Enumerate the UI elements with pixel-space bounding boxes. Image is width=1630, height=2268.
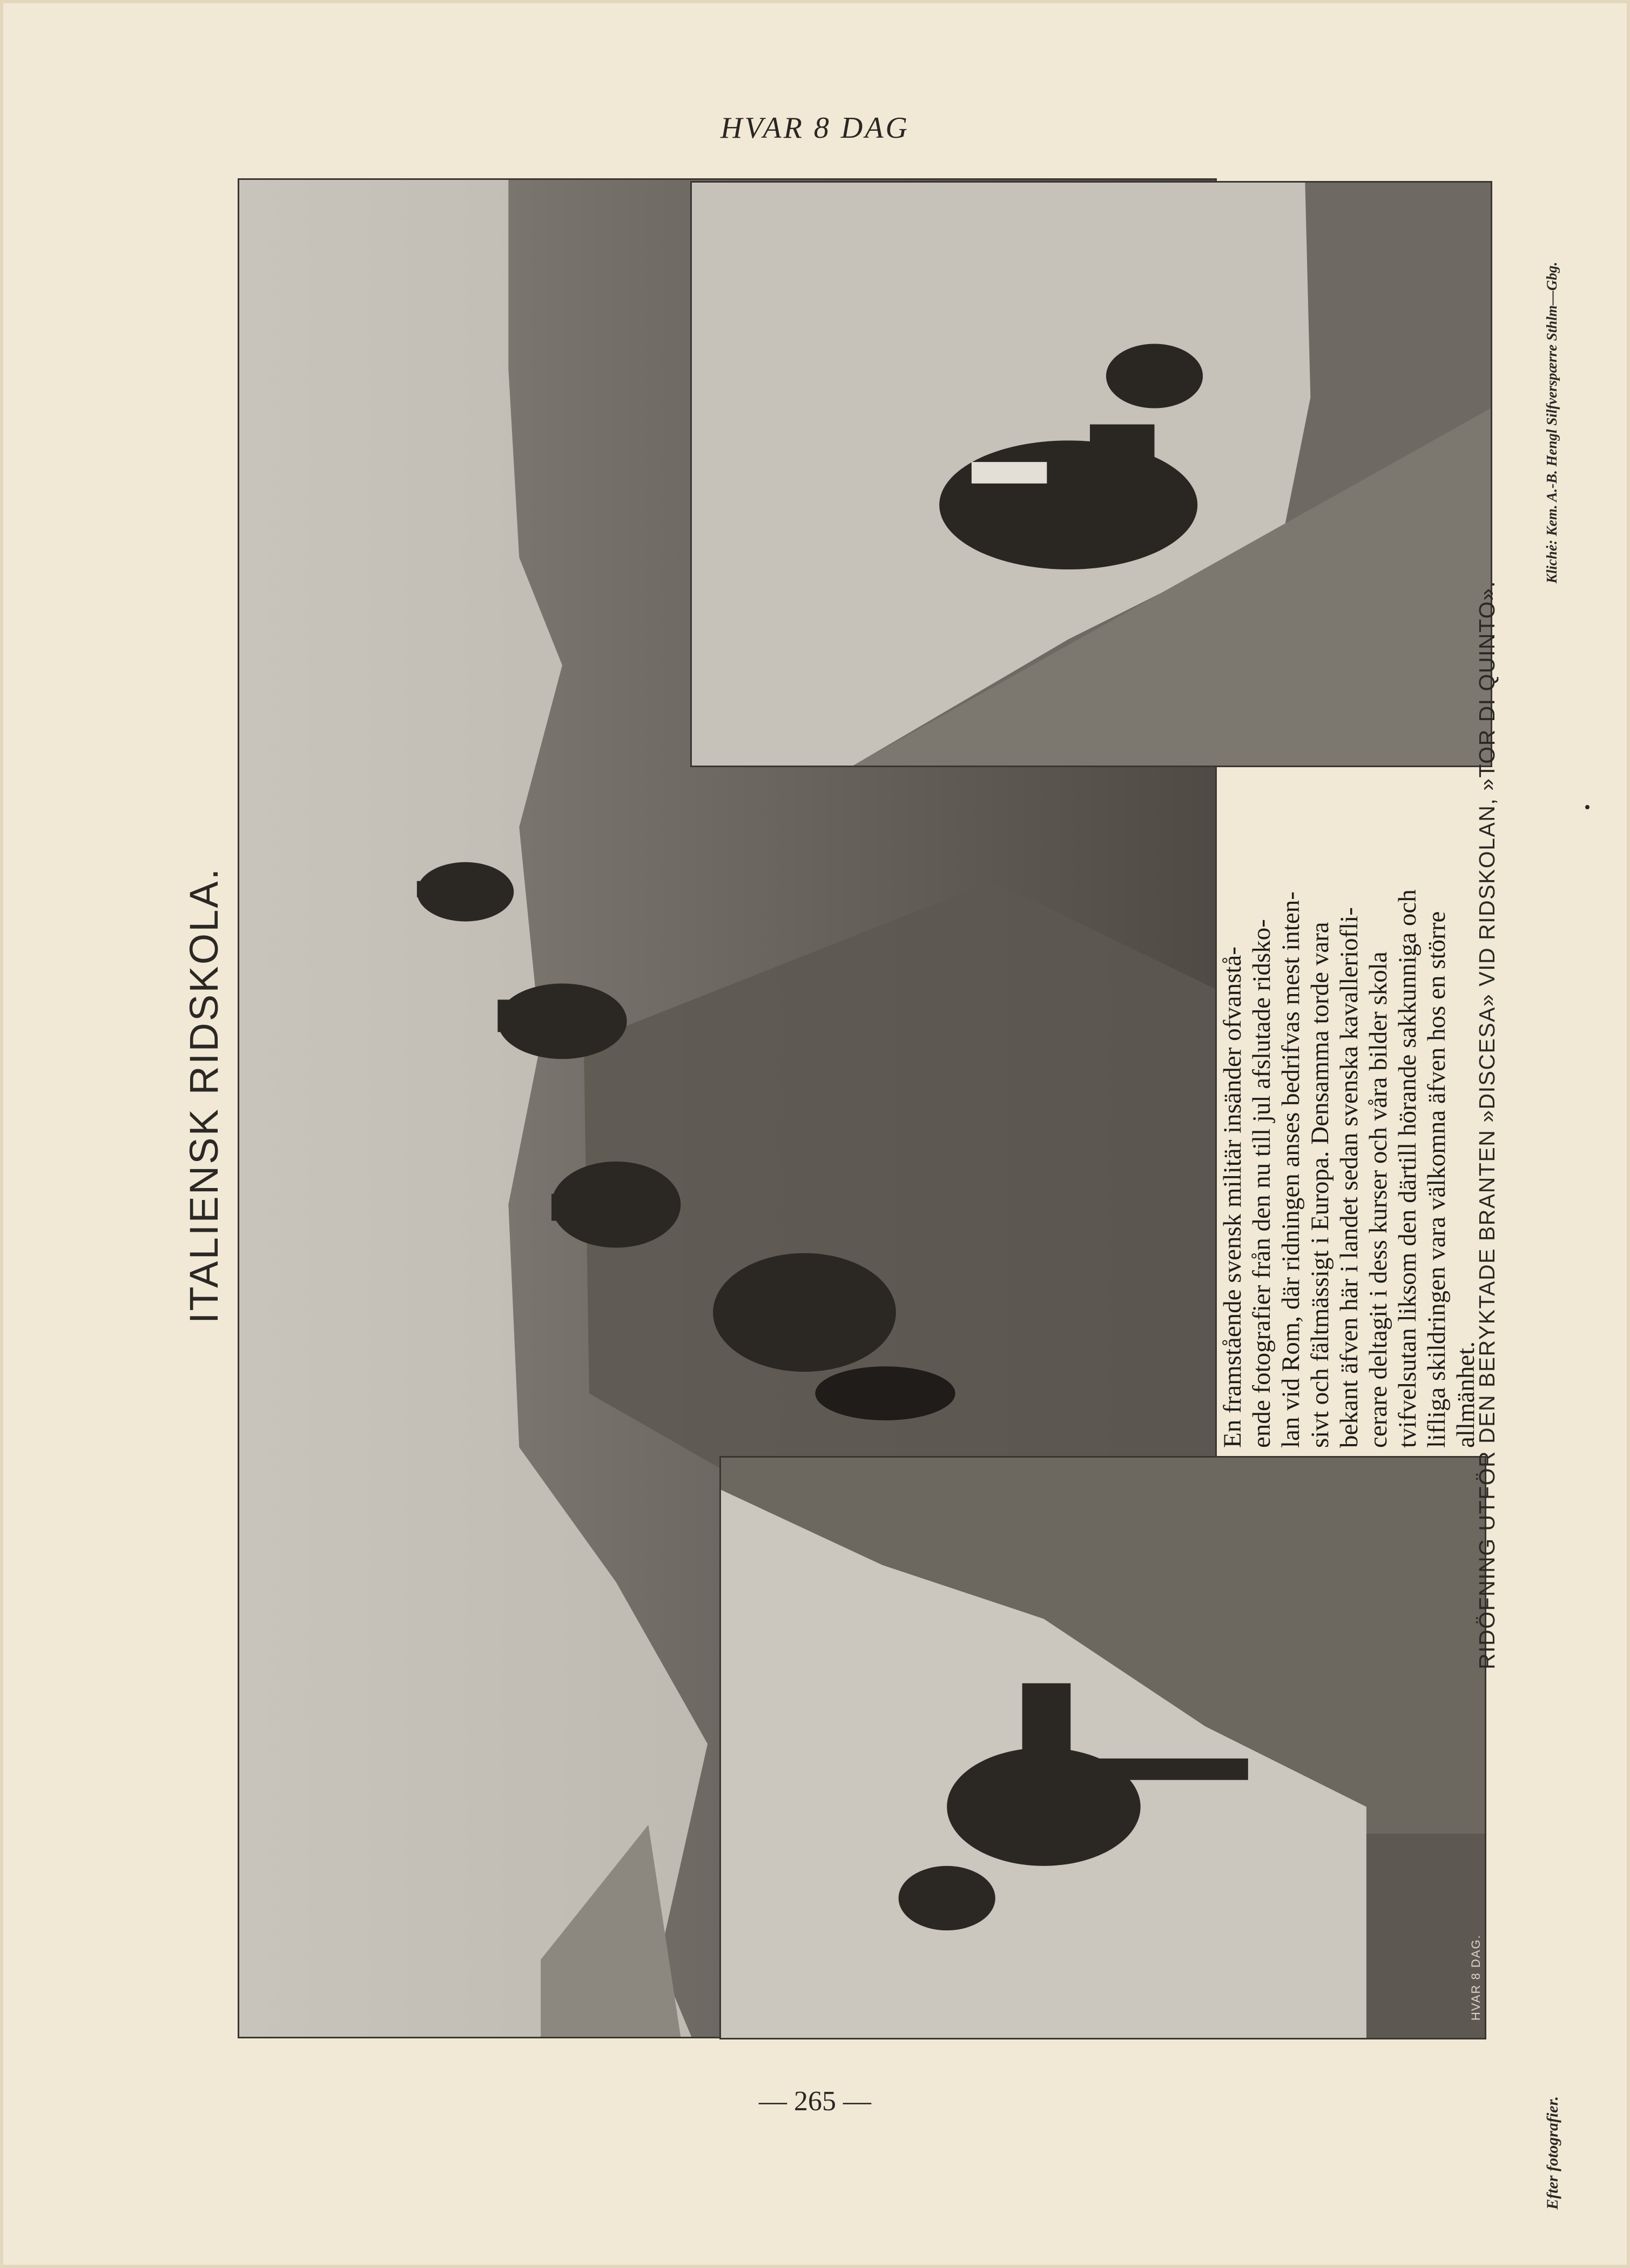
article-line: cerare deltagit i dess kurser och våra bilder skola <box>1364 951 1392 1448</box>
article-line: bekant äfven här i landet sedan svenska kavalleriofli- <box>1335 907 1363 1448</box>
article-line: ende fotografier från den nu till jul afslutade ridsko- <box>1248 919 1276 1448</box>
top-right-photograph <box>690 181 1492 767</box>
photo-credit: Efter fotografier. <box>1544 2096 1561 2210</box>
article-line: tvifvelsutan liksom den därtill hörande sakkunniga och <box>1393 889 1422 1448</box>
photo-caption: RIDÖFNING UTFÖR DEN BERYKTADE BRANTEN »DISCESA» VID RIDSKOLAN, »TOR DI QUINTO». <box>1474 580 1499 1669</box>
top-right-photograph-image <box>692 183 1491 766</box>
running-header: HVAR 8 DAG <box>720 111 910 145</box>
photo-watermark: HVAR 8 DAG. <box>1469 1934 1483 2021</box>
page-number: — 265 — <box>759 2086 871 2117</box>
article-line: allmänhet. <box>1452 1341 1480 1448</box>
printer-credit: Klichė: Kem. A.-B. Hengl Silfverspærre Sthlm—Gbg. <box>1544 261 1560 583</box>
print-mark <box>1585 805 1589 809</box>
page-title: ITALIENSK RIDSKOLA. <box>181 867 226 1324</box>
bottom-right-photograph-image <box>721 1458 1485 2038</box>
article-line: lan vid Rom, där ridningen anses bedrifvas mest inten- <box>1277 891 1305 1448</box>
article-line: sivt och fältmässigt i Europa. Densamma torde vara <box>1306 922 1334 1448</box>
article-line: En framstående svensk militär insänder ofvanstå- <box>1218 947 1247 1448</box>
article-text <box>1218 778 1480 1448</box>
article-line: lifliga skildringen vara välkomna äfven hos en större <box>1423 911 1451 1448</box>
bottom-right-photograph <box>719 1456 1486 2039</box>
